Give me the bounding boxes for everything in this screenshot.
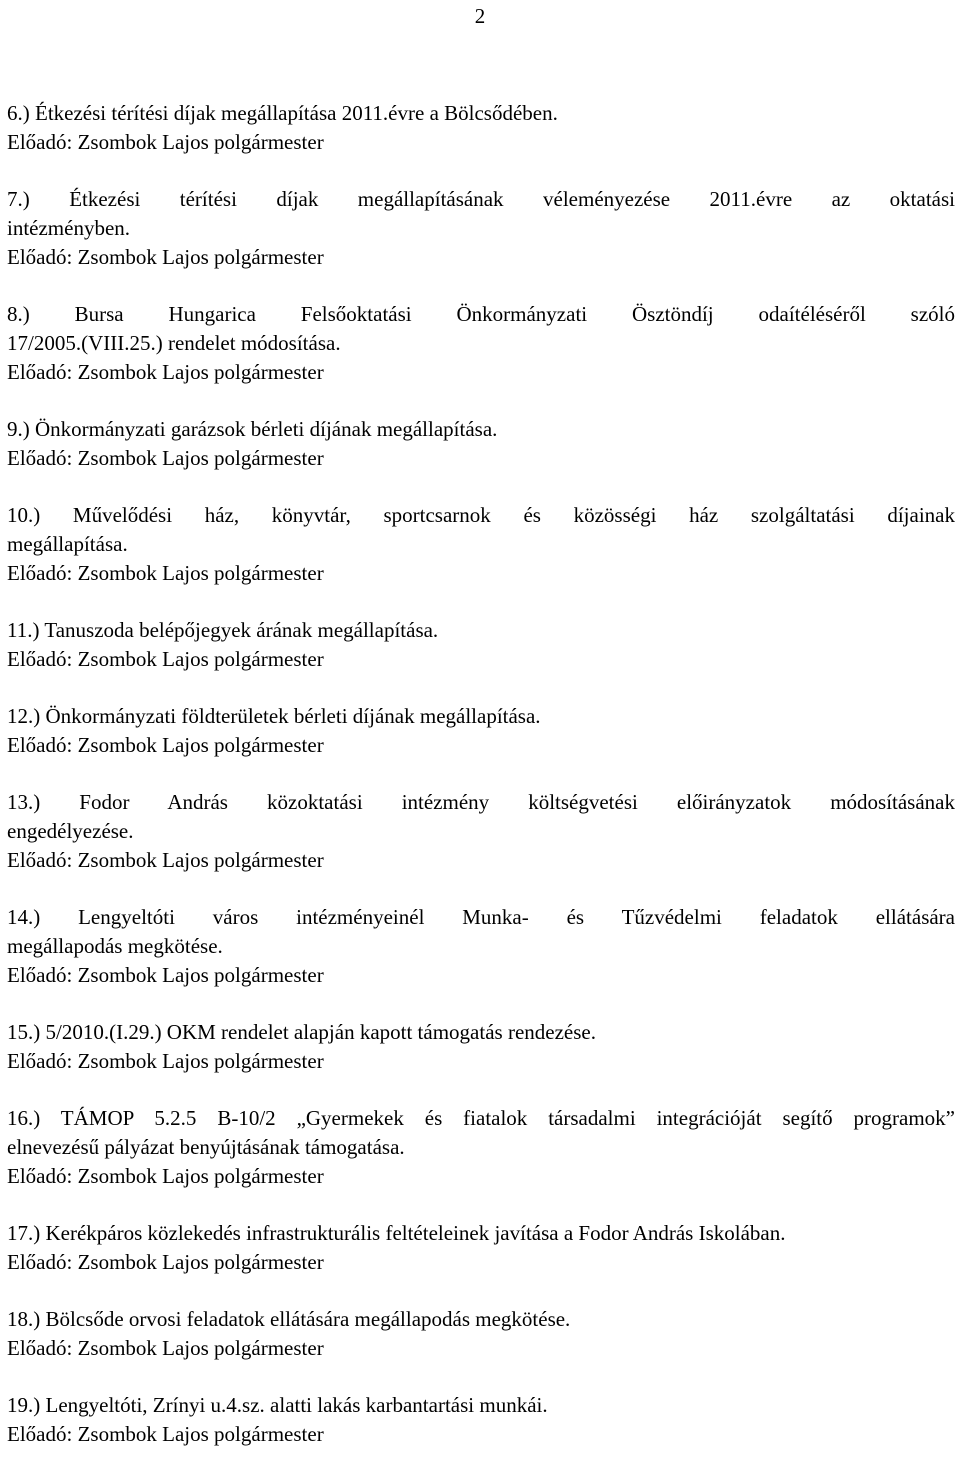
agenda-item <box>7 99 955 157</box>
agenda-item-title-line: 8.) Bursa Hungarica Felsőoktatási Önkormányzati Ösztöndíj odaítéléséről szóló <box>7 302 955 326</box>
agenda-item <box>7 415 955 473</box>
agenda-item <box>7 1018 955 1076</box>
agenda-item <box>7 788 955 875</box>
agenda-item <box>7 1391 955 1449</box>
agenda-item <box>7 300 955 387</box>
agenda-item-presenter: Előadó: Zsombok Lajos polgármester <box>7 1250 324 1274</box>
agenda-item-title-line: 13.) Fodor András közoktatási intézmény költségvetési előirányzatok módosításának <box>7 790 955 814</box>
agenda-item-title-line: megállapodás megkötése. <box>7 934 223 958</box>
agenda-item-presenter: Előadó: Zsombok Lajos polgármester <box>7 848 324 872</box>
agenda-item-title-line: 14.) Lengyeltóti város intézményeinél Munka- és Tűzvédelmi feladatok ellátására <box>7 905 955 929</box>
agenda-item <box>7 702 955 760</box>
page-number: 2 <box>474 4 486 28</box>
agenda-item <box>7 1219 955 1277</box>
agenda-item-presenter: Előadó: Zsombok Lajos polgármester <box>7 130 324 154</box>
agenda-item-title-line: 9.) Önkormányzati garázsok bérleti díjának megállapítása. <box>7 417 498 441</box>
agenda-item-title-line: 19.) Lengyeltóti, Zrínyi u.4.sz. alatti lakás karbantartási munkái. <box>7 1393 548 1417</box>
agenda-item-presenter: Előadó: Zsombok Lajos polgármester <box>7 1164 324 1188</box>
agenda-item-title-line: elnevezésű pályázat benyújtásának támogatása. <box>7 1135 405 1159</box>
agenda-item-title-line: 16.) TÁMOP 5.2.5 B-10/2 „Gyermekek és fiatalok társadalmi integrációját segítő programok” <box>7 1106 955 1130</box>
agenda-item <box>7 616 955 674</box>
agenda-item <box>7 1104 955 1191</box>
agenda-item-presenter: Előadó: Zsombok Lajos polgármester <box>7 360 324 384</box>
agenda-item-title-line: 6.) Étkezési térítési díjak megállapítása 2011.évre a Bölcsődében. <box>7 101 558 125</box>
agenda-item-presenter: Előadó: Zsombok Lajos polgármester <box>7 647 324 671</box>
agenda-item <box>7 903 955 990</box>
agenda-item-presenter: Előadó: Zsombok Lajos polgármester <box>7 733 324 757</box>
agenda-item <box>7 501 955 588</box>
agenda-item-presenter: Előadó: Zsombok Lajos polgármester <box>7 1336 324 1360</box>
agenda-list <box>7 99 955 1477</box>
agenda-item <box>7 1305 955 1363</box>
agenda-item-title-line: intézményben. <box>7 216 131 240</box>
agenda-item <box>7 185 955 272</box>
agenda-item-title-line: 18.) Bölcsőde orvosi feladatok ellátására megállapodás megkötése. <box>7 1307 571 1331</box>
agenda-item-title-line: 17/2005.(VIII.25.) rendelet módosítása. <box>7 331 341 355</box>
agenda-item-presenter: Előadó: Zsombok Lajos polgármester <box>7 1049 324 1073</box>
agenda-item-title-line: 12.) Önkormányzati földterületek bérleti díjának megállapítása. <box>7 704 541 728</box>
agenda-item-title-line: 7.) Étkezési térítési díjak megállapításának véleményezése 2011.évre az oktatási <box>7 187 955 211</box>
agenda-item-title-line: engedélyezése. <box>7 819 134 843</box>
agenda-item-presenter: Előadó: Zsombok Lajos polgármester <box>7 1422 324 1446</box>
agenda-item-title-line: 15.) 5/2010.(I.29.) OKM rendelet alapján kapott támogatás rendezése. <box>7 1020 596 1044</box>
agenda-item-title-line: 17.) Kerékpáros közlekedés infrastrukturális feltételeinek javítása a Fodor András Iskolában. <box>7 1221 786 1245</box>
agenda-item-title-line: megállapítása. <box>7 532 128 556</box>
agenda-item-title-line: 10.) Művelődési ház, könyvtár, sportcsarnok és közösségi ház szolgáltatási díjainak <box>7 503 955 527</box>
agenda-item-title-line: 11.) Tanuszoda belépőjegyek árának megállapítása. <box>7 618 439 642</box>
agenda-item-presenter: Előadó: Zsombok Lajos polgármester <box>7 245 324 269</box>
agenda-item-presenter: Előadó: Zsombok Lajos polgármester <box>7 963 324 987</box>
agenda-item-presenter: Előadó: Zsombok Lajos polgármester <box>7 446 324 470</box>
agenda-item-presenter: Előadó: Zsombok Lajos polgármester <box>7 561 324 585</box>
